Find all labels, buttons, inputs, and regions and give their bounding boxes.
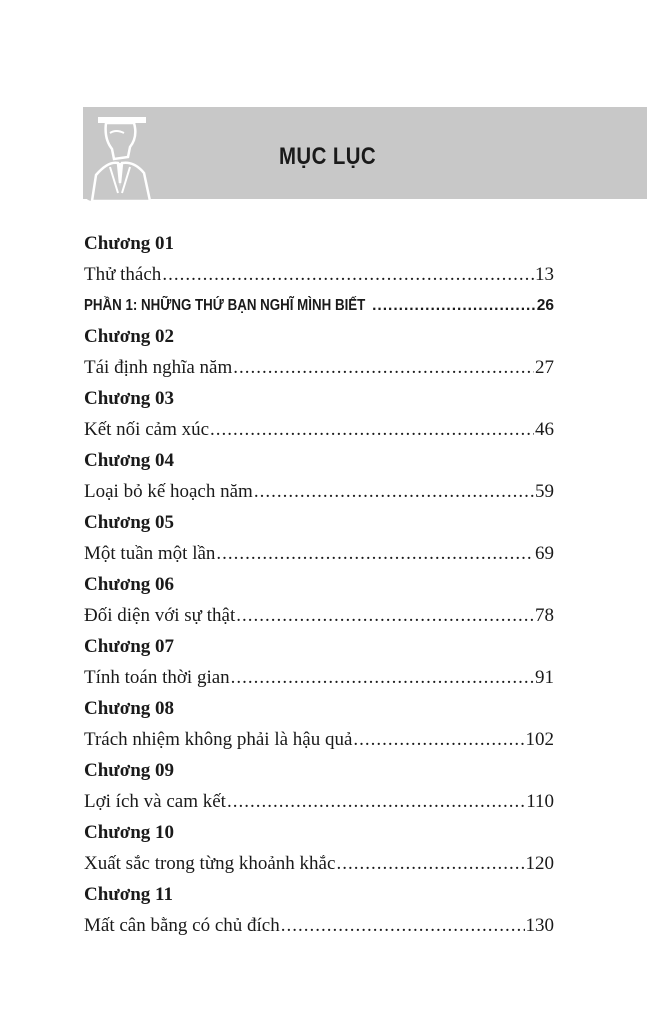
toc-entry-row [84,352,554,383]
toc-entry [84,357,554,379]
toc-entry-row [84,414,554,445]
chapter-heading: Chương 01 [84,232,175,254]
chapter-heading: Chương 05 [84,511,175,533]
page-number: 78 [535,604,554,626]
entry-title: Trách nhiệm không phải là hậu quả [84,728,353,750]
part-entry [84,297,554,315]
chapter-heading-row [84,817,554,848]
dot-leader [216,543,534,565]
toc-entry [84,419,554,441]
dot-leader [281,915,525,937]
chapter-heading: Chương 04 [84,449,175,471]
toc-entry [84,853,554,875]
page-number: 110 [526,790,554,812]
toc-entry-row [84,259,554,290]
page-number: 27 [535,356,554,378]
dot-leader [336,853,524,875]
page-number: 46 [535,418,554,440]
page-number: 69 [535,542,554,564]
entry-title: Xuất sắc trong từng khoảnh khắc [84,852,336,874]
dot-leader [254,481,534,503]
toc-entry-row [84,910,554,941]
chapter-heading: Chương 08 [84,697,175,719]
chapter-heading-row [84,569,554,600]
page-number: 59 [535,480,554,502]
chapter-heading: Chương 11 [84,883,173,905]
toc-entry [84,543,554,565]
chapter-heading: Chương 03 [84,387,175,409]
toc-entry [84,605,554,627]
dot-leader [231,667,534,689]
page-number: 130 [525,914,554,936]
chapter-heading: Chương 10 [84,821,175,843]
dot-leader [236,605,534,627]
chapter-heading-row [84,693,554,724]
toc-entry [84,915,554,937]
chapter-heading-row [84,631,554,662]
entry-title: Đối diện với sự thật [84,604,236,626]
gentleman-portrait-icon [84,97,154,201]
page-number: 120 [525,852,554,874]
chapter-heading-row [84,507,554,538]
dot-leader [210,419,534,441]
chapter-heading-row [84,383,554,414]
entry-title: Mất cân bằng có chủ đích [84,914,280,936]
page-number: 102 [525,728,554,750]
entry-title: Thử thách [84,263,162,285]
chapter-heading-row [84,879,554,910]
chapter-heading: Chương 09 [84,759,175,781]
toc-entry-row [84,538,554,569]
page-number: 26 [536,296,554,314]
chapter-heading-row [84,321,554,352]
toc-entry [84,667,554,689]
entry-title: Tái định nghĩa năm [84,356,233,378]
chapter-heading: Chương 07 [84,635,175,657]
table-of-contents [84,228,554,941]
part-entry-row [84,290,554,321]
page-number: 13 [535,263,554,285]
entry-title: Loại bỏ kế hoạch năm [84,480,253,502]
entry-title: Kết nối cảm xúc [84,418,210,440]
chapter-heading: Chương 02 [84,325,175,347]
toc-entry-row [84,476,554,507]
toc-entry [84,264,554,286]
toc-entry-row [84,848,554,879]
dot-leader [233,357,534,379]
toc-entry [84,481,554,503]
toc-entry [84,729,554,751]
entry-title: Một tuần một lần [84,542,216,564]
dot-leader [162,264,534,286]
chapter-heading: Chương 06 [84,573,175,595]
dot-leader [227,791,525,813]
chapter-heading-row [84,228,554,259]
dot-leader [353,729,524,751]
dot-leader [372,297,536,315]
chapter-heading-row [84,445,554,476]
entry-title: Lợi ích và cam kết [84,790,226,812]
page-number: 91 [535,666,554,688]
toc-entry [84,791,554,813]
entry-title: Tính toán thời gian [84,666,230,688]
toc-entry-row [84,600,554,631]
entry-title: PHẦN 1: NHỮNG THỨ BẠN NGHĨ MÌNH BIẾT [84,296,366,314]
toc-entry-row [84,662,554,693]
toc-entry-row [84,724,554,755]
toc-entry-row [84,786,554,817]
chapter-heading-row [84,755,554,786]
page-title: MỤC LỤC [279,143,377,170]
